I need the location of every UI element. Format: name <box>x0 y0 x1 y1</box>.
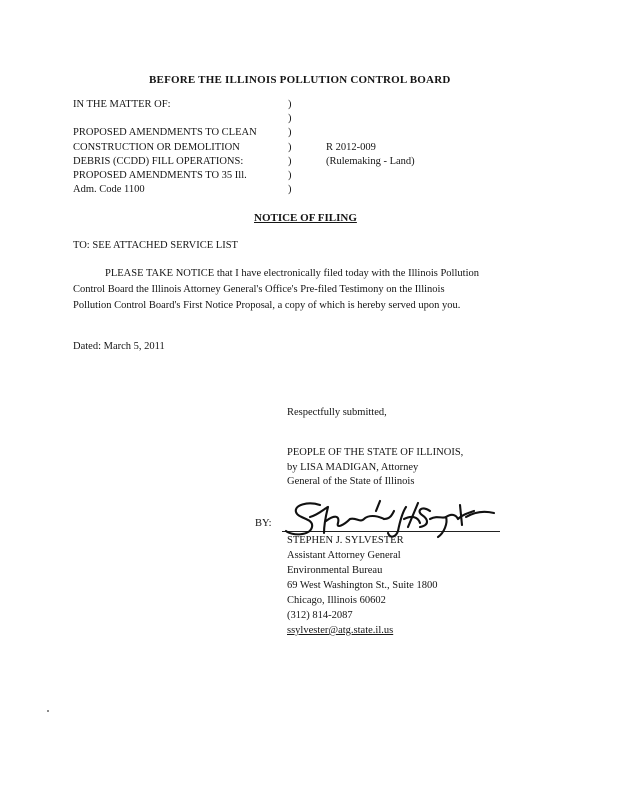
email-link[interactable]: ssylvester@atg.state.il.us <box>287 625 394 636</box>
caption-paren: ) <box>288 155 292 167</box>
case-number: R 2012-009 <box>326 142 376 153</box>
caption-line: PROPOSED AMENDMENTS TO 35 Ill. <box>73 170 247 181</box>
party-line-3: General of the State of Illinois <box>287 476 415 487</box>
party-line-2: by LISA MADIGAN, Attorney <box>287 461 419 473</box>
notice-line-1: PLEASE TAKE NOTICE that I have electronically filed today with the Illinois Pollution <box>105 268 479 279</box>
phone: (312) 814-2087 <box>287 610 353 621</box>
board-heading: BEFORE THE ILLINOIS POLLUTION CONTROL BOARD <box>149 74 451 86</box>
caption-paren: ) <box>288 170 292 182</box>
caption-line: IN THE MATTER OF: <box>73 99 171 110</box>
caption-parens <box>288 98 292 197</box>
closing: Respectfully submitted, <box>287 407 387 418</box>
caption-paren: ) <box>288 141 292 153</box>
party-line-1: PEOPLE OF THE STATE OF ILLINOIS, <box>287 447 464 458</box>
notice-paragraph <box>73 266 549 314</box>
party-block <box>287 446 463 490</box>
case-type: (Rulemaking - Land) <box>326 156 415 168</box>
bureau: Environmental Bureau <box>287 565 383 576</box>
notice-title: NOTICE OF FILING <box>254 212 357 224</box>
caption-paren: ) <box>288 113 292 125</box>
scan-speck <box>47 710 49 712</box>
signer-block <box>287 533 437 638</box>
address-line-2: Chicago, Illinois 60602 <box>287 595 386 606</box>
caption-line: CONSTRUCTION OR DEMOLITION <box>73 141 240 153</box>
case-info <box>326 141 415 169</box>
notice-line-2: Control Board the Illinois Attorney General's Office's Pre-filed Testimony on the Illinois <box>73 284 445 295</box>
service-list-line: TO: SEE ATTACHED SERVICE LIST <box>73 240 238 251</box>
dated-line: Dated: March 5, 2011 <box>73 341 165 352</box>
caption-line: DEBRIS (CCDD) FILL OPERATIONS: <box>73 155 244 167</box>
signer-name: STEPHEN J. SYLVESTER <box>287 535 404 546</box>
caption-paren: ) <box>288 127 292 139</box>
signer-title: Assistant Attorney General <box>287 550 401 561</box>
notice-line-3: Pollution Control Board's First Notice Proposal, a copy of which is hereby served upon you. <box>73 300 461 311</box>
caption-line: PROPOSED AMENDMENTS TO CLEAN <box>73 127 257 139</box>
caption-left <box>73 98 257 197</box>
by-label: BY: <box>255 518 272 529</box>
caption-paren: ) <box>288 184 292 196</box>
caption-paren: ) <box>288 99 292 110</box>
caption-line <box>73 112 257 126</box>
address-line-1: 69 West Washington St., Suite 1800 <box>287 580 438 591</box>
caption-line: Adm. Code 1100 <box>73 184 145 196</box>
